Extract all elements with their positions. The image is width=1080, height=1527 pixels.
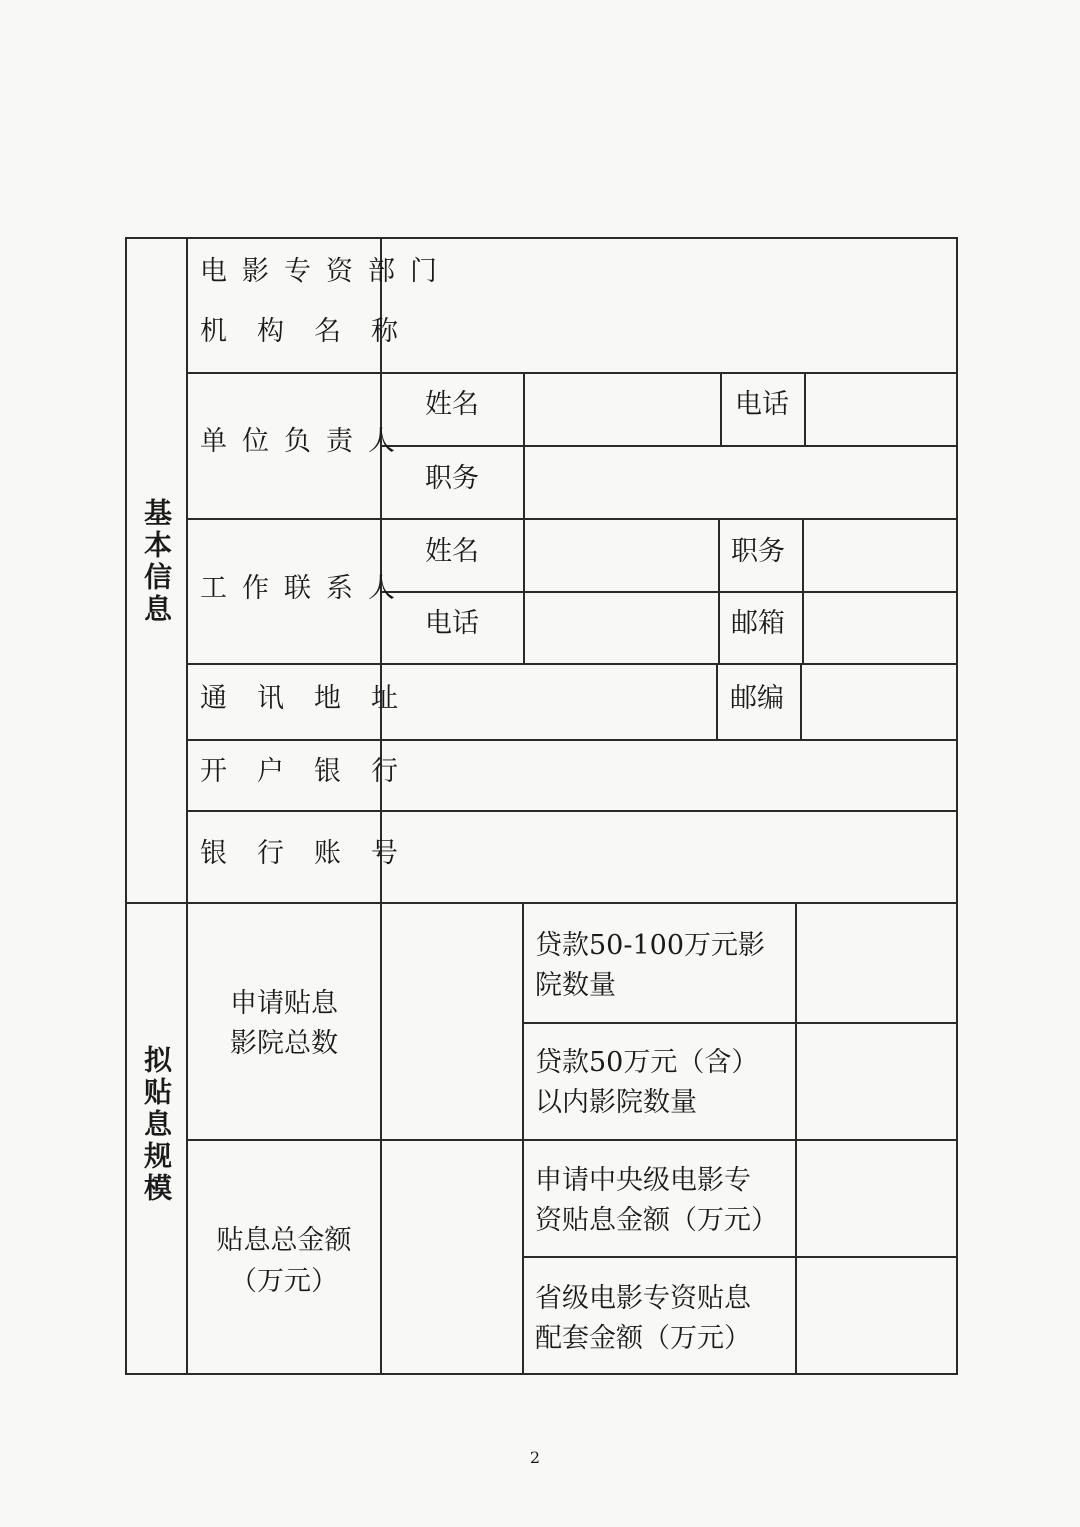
row-divider (381, 591, 958, 593)
account-label: 银行账号 (200, 838, 428, 869)
amount-total-label-line2: （万元） (230, 1266, 338, 1297)
column-divider (523, 372, 525, 447)
page-number: 2 (529, 1448, 541, 1467)
row-divider (187, 372, 958, 374)
column-divider (523, 518, 525, 665)
row-divider (187, 663, 958, 665)
postcode-label: 邮编 (730, 683, 784, 714)
row-divider (187, 739, 958, 741)
row-divider (187, 518, 958, 520)
loan-50-100-label-line1: 贷款50-100万元影 (535, 930, 766, 961)
table-border-left (125, 237, 127, 1375)
row-divider (381, 445, 958, 447)
loan-under-50-label-line1: 贷款50万元（含） (535, 1047, 759, 1078)
section-basic-info: 基本信息 (140, 498, 173, 626)
unit-head-label: 单位负责人 (200, 426, 410, 457)
column-divider (795, 902, 797, 1375)
row-divider (522, 1022, 958, 1024)
central-amount-label-line2: 资贴息金额（万元） (535, 1205, 778, 1236)
unit-head-name-label: 姓名 (425, 389, 479, 420)
column-divider (186, 237, 188, 1375)
column-divider (800, 663, 802, 741)
loan-50-100-label-line2: 院数量 (535, 970, 616, 1001)
column-divider (720, 372, 722, 447)
contact-phone-label: 电话 (425, 608, 479, 639)
contact-name-label: 姓名 (425, 536, 479, 567)
address-label: 通讯地址 (200, 683, 428, 714)
section-subsidy-scale: 拟贴息规模 (140, 1045, 173, 1205)
section-divider (125, 902, 958, 904)
loan-under-50-label-line2: 以内影院数量 (535, 1087, 697, 1118)
film-dept-label-line1: 电影专资部门 (200, 256, 452, 287)
table-border-right (956, 237, 958, 1375)
row-divider (187, 1139, 958, 1141)
amount-total-label-line1: 贴息总金额 (216, 1225, 352, 1256)
unit-head-position-label: 职务 (425, 463, 479, 494)
unit-head-phone-label: 电话 (735, 389, 789, 420)
column-divider (802, 518, 804, 665)
table-border-top (125, 237, 958, 239)
bank-label: 开户银行 (200, 756, 428, 787)
table-border-bottom (125, 1373, 958, 1375)
contact-email-label: 邮箱 (731, 608, 785, 639)
row-divider (187, 810, 958, 812)
provincial-amount-label-line2: 配套金额（万元） (535, 1323, 751, 1354)
row-divider (522, 1256, 958, 1258)
column-divider (522, 902, 524, 1375)
column-divider (523, 445, 525, 520)
column-divider (718, 518, 720, 665)
column-divider (716, 663, 718, 741)
provincial-amount-label-line1: 省级电影专资贴息 (535, 1283, 751, 1314)
film-dept-label-line2: 机构名称 (200, 316, 428, 347)
cinema-total-label-line2: 影院总数 (230, 1028, 338, 1059)
column-divider (380, 237, 382, 1375)
column-divider (804, 372, 806, 447)
contact-position-label: 职务 (731, 536, 785, 567)
cinema-total-label-line1: 申请贴息 (230, 988, 338, 1019)
contact-label: 工作联系人 (200, 573, 410, 604)
central-amount-label-line1: 申请中央级电影专 (535, 1165, 751, 1196)
